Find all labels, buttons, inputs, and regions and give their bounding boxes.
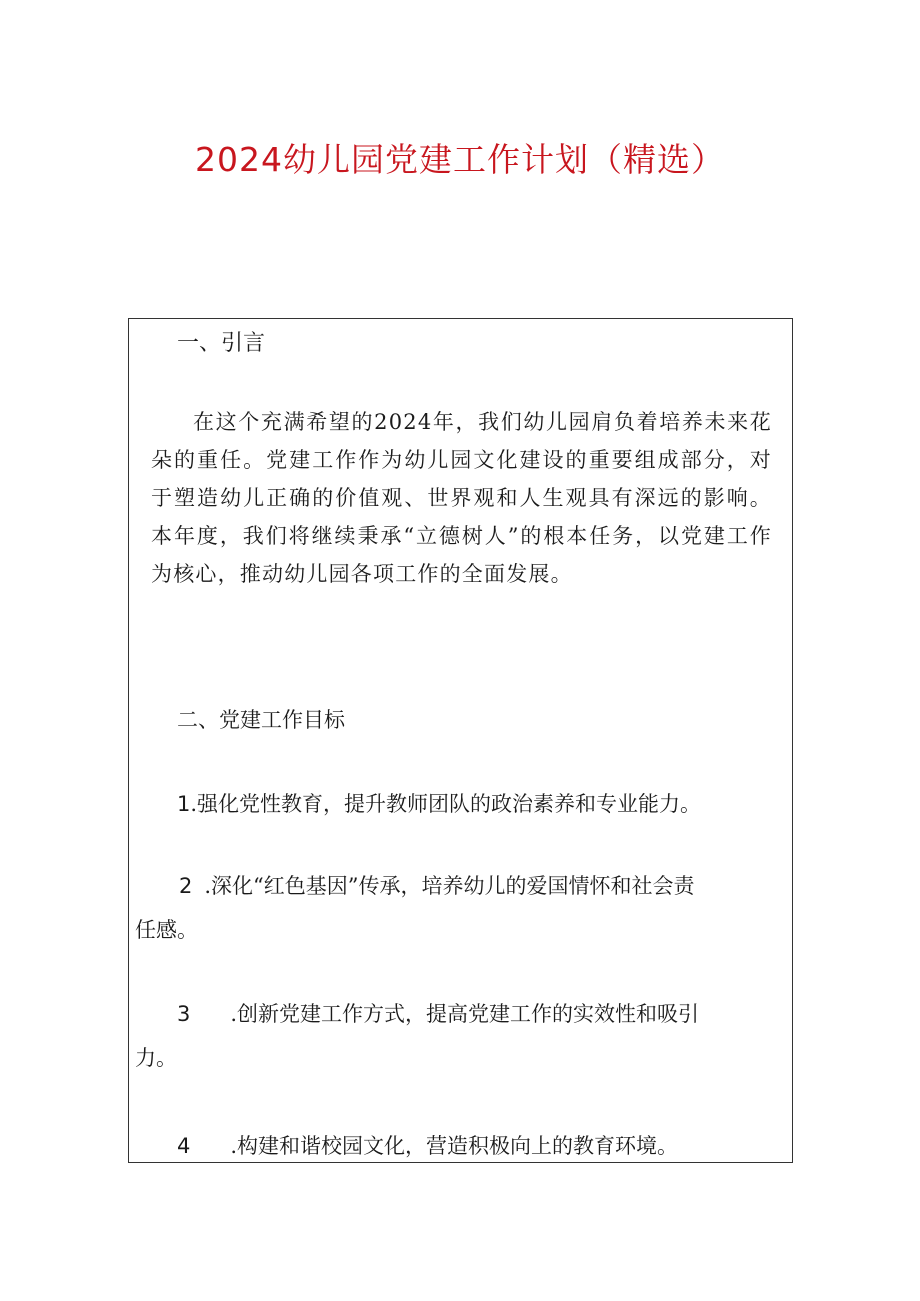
content-box <box>128 318 793 1163</box>
goal-text: .深化“红色基因”传承，培养幼儿的爱国情怀和社会责 <box>204 874 695 898</box>
goal-text: .构建和谐校园文化，营造积极向上的教育环境。 <box>230 1134 679 1158</box>
goal-item-3-continuation: 力。 <box>135 1046 177 1070</box>
goal-text: .创新党建工作方式，提高党建工作的实效性和吸引 <box>230 1002 700 1026</box>
goal-number: 2 <box>179 874 193 898</box>
goal-item-3 <box>177 999 792 1029</box>
goal-number: 3 <box>177 1002 191 1026</box>
goal-number: 4 <box>177 1134 191 1158</box>
intro-paragraph: 在这个充满希望的2024年，我们幼儿园肩负着培养未来花朵的重任。党建工作作为幼儿园文化建设的重要组成部分，对于塑造幼儿正确的价值观、世界观和人生观具有深远的影响。本年度，我们将继续秉承“立德树人”的根本任务，以党建工作为核心，推动幼儿园各项工作的全面发展。 <box>151 410 772 586</box>
document-title: 2024幼儿园党建工作计划（精选） <box>195 140 725 179</box>
goal-item-1 <box>177 789 792 819</box>
section-heading-goals: 二、党建工作目标 <box>177 708 345 732</box>
goal-item-4 <box>177 1131 792 1161</box>
goal-item-2-continuation: 任感。 <box>135 918 198 942</box>
goal-text: .强化党性教育，提升教师团队的政治素养和专业能力。 <box>190 792 702 816</box>
goal-number: 1 <box>177 792 191 816</box>
section-heading-introduction: 一、引言 <box>177 331 266 356</box>
goal-item-2 <box>179 871 792 901</box>
